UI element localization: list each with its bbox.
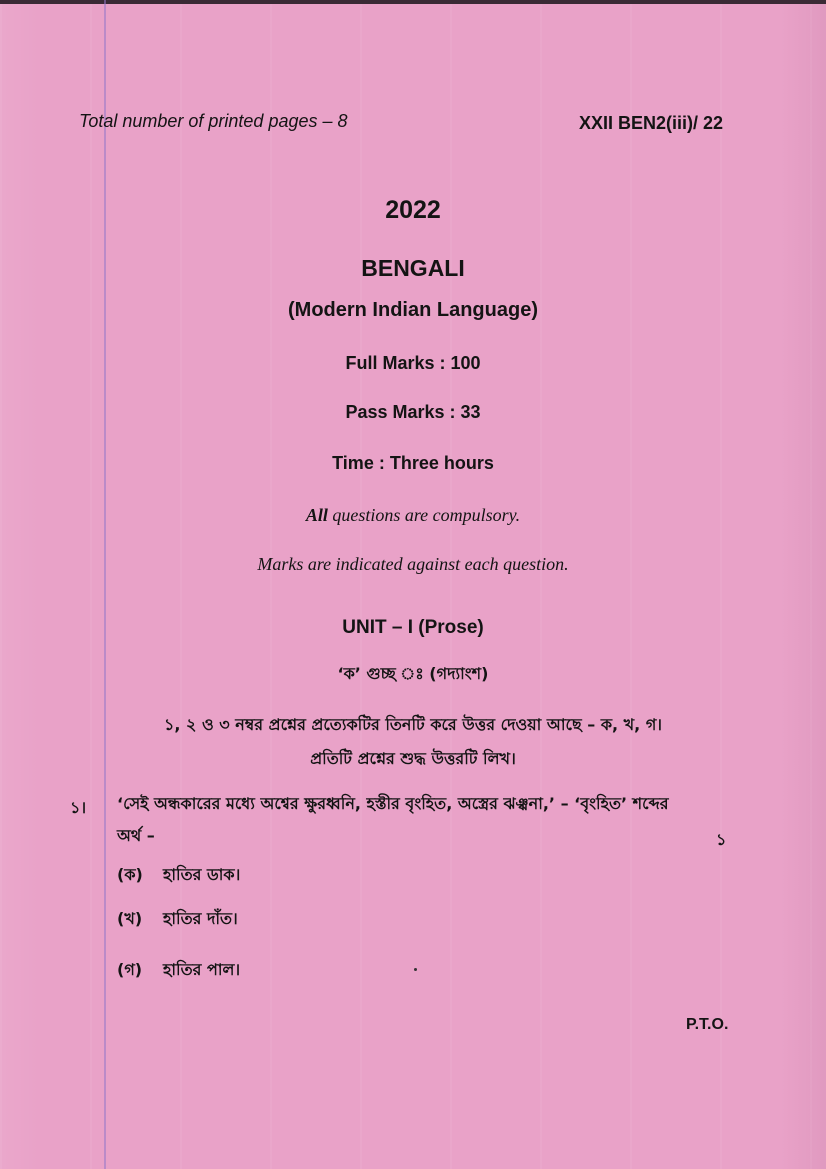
option-text: হাতির ডাক। [163, 865, 241, 884]
paper-code: XXII BEN2(iii)/ 22 [579, 113, 724, 133]
page-top-edge [0, 0, 826, 4]
option-label: (খ) [117, 909, 143, 928]
directions-line-1: ১, ২ ও ৩ নম্বর প্রশ্নের প্রত্যেকটির তিনটি করে উত্তর দেওয়া আছে – ক, খ, গ। [163, 715, 663, 734]
total-pages-note: Total number of printed pages – 8 [79, 111, 348, 131]
option-text: হাতির দাঁত। [163, 909, 238, 928]
question-text-line-1: ‘সেই অন্ধকারের মধ্যে অশ্বের ক্ষুরধ্বনি, হস্তীর বৃংহিত, অস্ত্রের ঝঞ্ঝনা,’ – ‘বৃংহিত’ শব্দের [117, 794, 669, 813]
margin-line [104, 0, 106, 1169]
option-label: (গ) [117, 960, 143, 979]
exam-time: Time : Three hours [332, 453, 494, 473]
option-label: (ক) [117, 865, 143, 884]
option-text: হাতির পাল। [163, 960, 241, 979]
instruction-compulsory-text: questions are compulsory. [327, 505, 521, 525]
exam-year: 2022 [385, 196, 441, 224]
stray-dot [414, 968, 417, 971]
subject-subtitle: (Modern Indian Language) [288, 299, 538, 321]
unit-heading: UNIT – I (Prose) [342, 617, 484, 638]
pass-marks: Pass Marks : 33 [345, 402, 481, 422]
full-marks: Full Marks : 100 [345, 353, 481, 373]
group-heading: ‘ক’ গুচ্ছ ঃ (গদ্যাংশ) [337, 664, 489, 683]
subject-title: BENGALI [361, 255, 465, 281]
instruction-marks: Marks are indicated against each question. [257, 554, 569, 574]
instruction-emphasis: All [305, 505, 328, 525]
directions-line-2: প্রতিটি প্রশ্নের শুদ্ধ উত্তরটি লিখ। [310, 749, 516, 768]
question-marks: ১ [716, 830, 727, 849]
instruction-compulsory [0, 505, 826, 526]
please-turn-over: P.T.O. [686, 1016, 729, 1033]
question-number: ১। [70, 798, 87, 817]
question-text-line-2: অর্থ – [117, 826, 155, 845]
